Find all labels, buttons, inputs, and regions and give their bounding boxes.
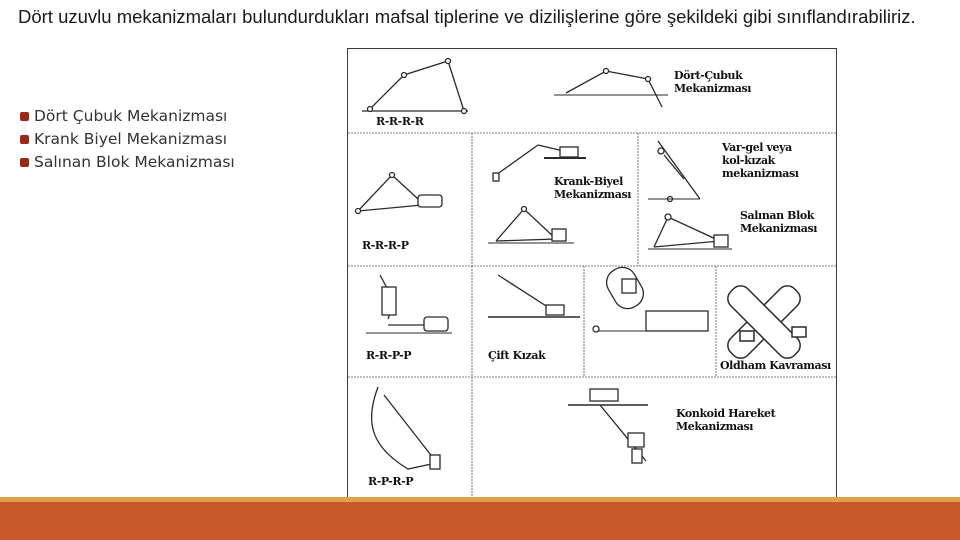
four-bar-linkage-left — [362, 59, 468, 114]
label-rprp: R-P-R-P — [368, 475, 414, 488]
swinging-block-mechanism — [648, 214, 732, 249]
bullet-item — [20, 104, 235, 127]
checkbox-bullet-icon — [20, 135, 29, 144]
rrpp-linkage — [366, 275, 452, 333]
bullet-list — [20, 104, 235, 173]
label-konkoid: Konkoid Hareket Mekanizması — [676, 407, 776, 433]
slide-title: Dört uzuvlu mekanizmaları bulundurdukları mafsal tiplerine ve dizilişlerine göre şekildeki gibi sınıflandırabiliriz. — [18, 6, 916, 27]
bullet-item — [20, 127, 235, 150]
label-salinan-blok: Salınan Blok Mekanizması — [740, 209, 818, 235]
double-slider — [488, 275, 580, 317]
label-dort-cubuk: Dört-Çubuk Mekanizması — [674, 69, 752, 95]
bullet-label: Dört Çubuk Mekanizması — [34, 106, 228, 125]
mechanism-classification-figure — [347, 48, 837, 498]
label-cift-kizak: Çift Kızak — [488, 349, 546, 362]
oldham-coupling — [724, 282, 806, 363]
rprp-linkage — [372, 387, 440, 469]
label-var-gel: Var-gel veya kol-kızak mekanizması — [722, 141, 799, 180]
checkbox-bullet-icon — [20, 158, 29, 167]
four-bar-linkage-right — [554, 69, 668, 108]
bullet-label: Salınan Blok Mekanizması — [34, 152, 235, 171]
label-rrpp: R-R-P-P — [366, 349, 412, 362]
slider-crank-lower — [488, 207, 574, 244]
label-rrrr: R-R-R-R — [376, 115, 424, 128]
rrrp-linkage — [356, 173, 443, 214]
label-rrrp: R-R-R-P — [362, 239, 409, 252]
oscillating-slider — [593, 262, 708, 332]
quick-return-mechanism — [648, 141, 700, 202]
checkbox-bullet-icon — [20, 112, 29, 121]
label-oldham: Oldham Kavraması — [720, 359, 831, 372]
bullet-label: Krank Biyel Mekanizması — [34, 129, 228, 148]
conchoid-mechanism — [568, 389, 648, 463]
bullet-item — [20, 150, 235, 173]
label-krank-biyel: Krank-Biyel Mekanizması — [554, 175, 632, 201]
footer-bar — [0, 502, 960, 540]
